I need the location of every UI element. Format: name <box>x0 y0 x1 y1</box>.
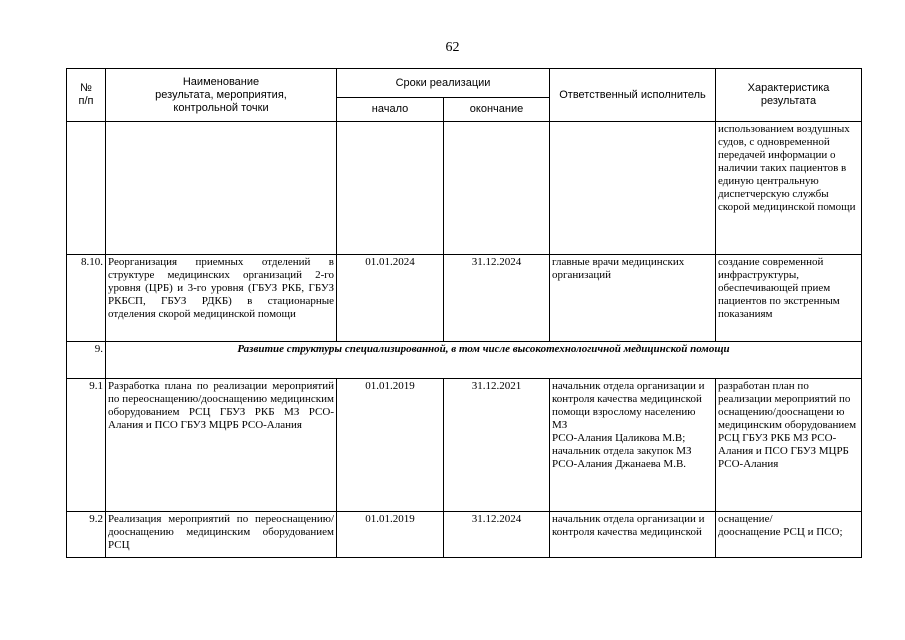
row-start: 01.01.2019 <box>337 379 444 512</box>
row-responsible: начальник отдела организации и контроля качества медицинской <box>550 512 716 558</box>
header-period: Сроки реализации <box>337 69 550 98</box>
row-responsible: начальник отдела организации и контроля качества медицинской помощи взрослому населению МЗ РСО-Алания Цаликова М.В; начальник отдела закупок МЗ РСО-Алания Джанаева М.В. <box>550 379 716 512</box>
row-end: 31.12.2021 <box>444 379 550 512</box>
row-name: Реализация мероприятий по переоснащению/дооснащению медицинским оборудованием РСЦ <box>106 512 337 558</box>
header-name: Наименование результата, мероприятия, контрольной точки <box>106 69 337 122</box>
row-start <box>337 122 444 255</box>
row-name <box>106 122 337 255</box>
row-start: 01.01.2019 <box>337 512 444 558</box>
row-result: создание современной инфраструктуры, обеспечивающей прием пациентов по экстренным показаниям <box>716 255 862 342</box>
page-number: 62 <box>445 40 460 55</box>
row-end <box>444 122 550 255</box>
row-num: 8.10. <box>67 255 106 342</box>
header-responsible: Ответственный исполнитель <box>550 69 716 122</box>
section-num: 9. <box>67 342 106 379</box>
table-row <box>67 379 862 512</box>
section-row <box>67 342 862 379</box>
section-title: Развитие структуры специализированной, в том числе высокотехнологичной медицинской помощи <box>106 342 862 379</box>
row-result: использованием воздушных судов, с одновременной передачей информации о наличии таких пациентов в единую центральную диспетчерскую службы скорой медицинской помощи <box>716 122 862 255</box>
plan-table <box>66 68 862 558</box>
header-end: окончание <box>444 98 550 122</box>
row-end: 31.12.2024 <box>444 512 550 558</box>
row-end: 31.12.2024 <box>444 255 550 342</box>
row-result: разработан план по реализации мероприятий по оснащению/дооснащени ю медицинским оборудованием РСЦ ГБУЗ РКБ МЗ РСО-Алания и ПСО ГБУЗ МЦРБ РСО-Алания <box>716 379 862 512</box>
row-responsible <box>550 122 716 255</box>
row-start: 01.01.2024 <box>337 255 444 342</box>
table-row <box>67 255 862 342</box>
table-row <box>67 512 862 558</box>
table-row <box>67 122 862 255</box>
header-start: начало <box>337 98 444 122</box>
row-num <box>67 122 106 255</box>
row-result: оснащение/ дооснащение РСЦ и ПСО; <box>716 512 862 558</box>
header-result: Характеристика результата <box>716 69 862 122</box>
row-name: Реорганизация приемных отделений в структуре медицинских организаций 2-го уровня (ЦРБ) и 3-го уровня (ГБУЗ РКБ, ГБУЗ РКБСП, ГБУЗ РДКБ) в стационарные отделения скорой медицинской помощи <box>106 255 337 342</box>
row-num: 9.2 <box>67 512 106 558</box>
header-num: № п/п <box>67 69 106 122</box>
table-header <box>67 69 862 122</box>
row-name: Разработка плана по реализации мероприятий по переоснащению/дооснащению медицинским оборудованием РСЦ ГБУЗ РКБ МЗ РСО-Алания и ПСО ГБУЗ МЦРБ РСО-Алания <box>106 379 337 512</box>
row-responsible: главные врачи медицинских организаций <box>550 255 716 342</box>
row-num: 9.1 <box>67 379 106 512</box>
